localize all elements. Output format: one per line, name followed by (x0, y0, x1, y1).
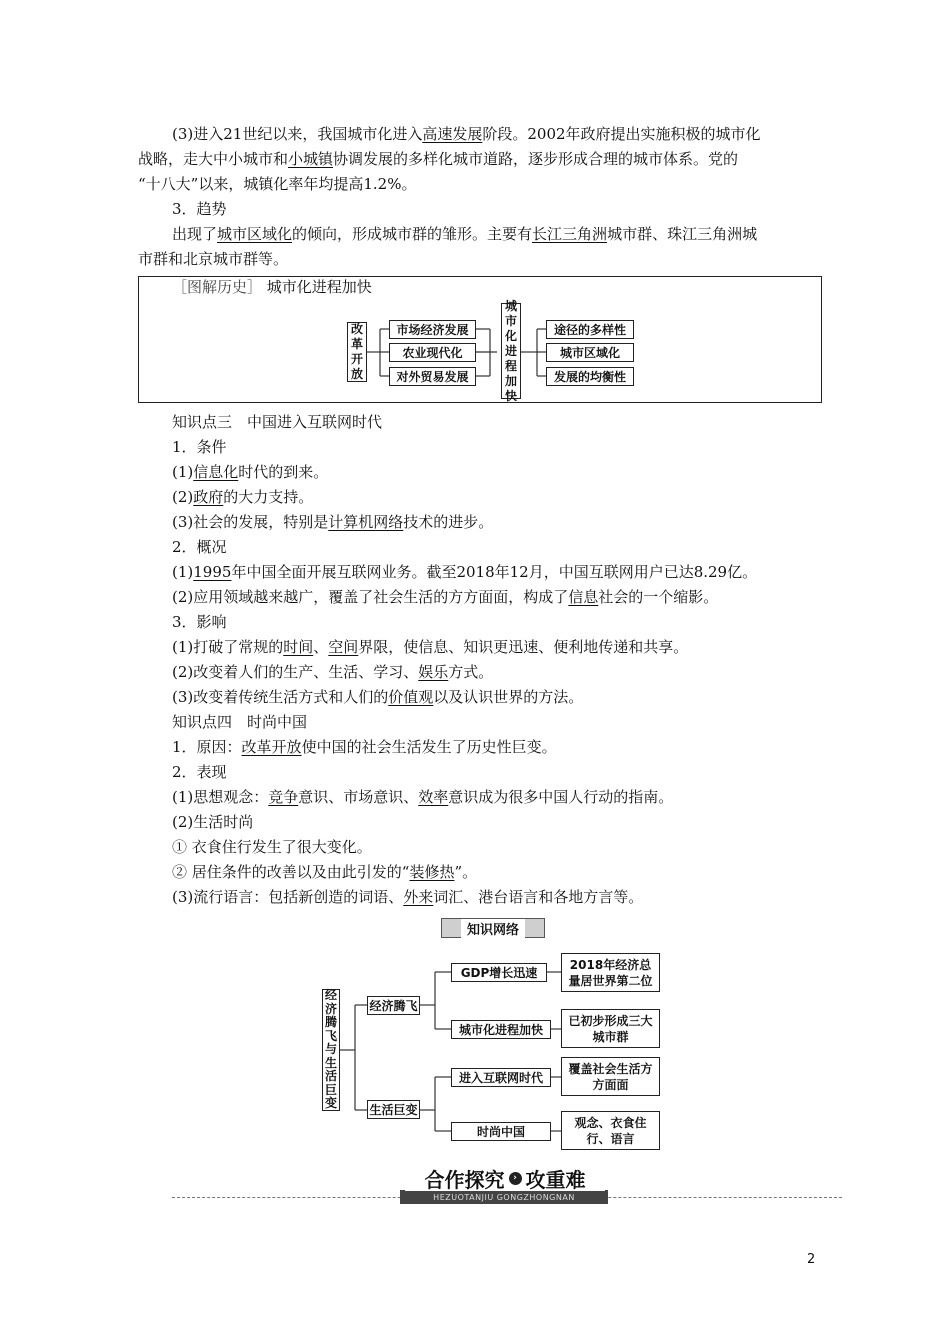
text-line: (2)生活时尚 (172, 813, 254, 831)
network-root: 经济腾飞与生活巨变 (322, 989, 340, 1111)
section-title-a: 合作探究 (424, 1167, 505, 1192)
result-fashion: 观念、衣食住行、语言 (561, 1111, 660, 1150)
result-internet: 覆盖社会生活方方面面 (561, 1057, 660, 1096)
text-line: (1)1995年中国全面开展互联网业务。截至2018年12月，中国互联网用户已达8.29亿。 (172, 563, 758, 581)
text-line: 出现了城市区域化的倾向，形成城市群的雏形。主要有长江三角洲城市群、珠江三角洲城 (172, 225, 758, 243)
heading: 2．概况 (172, 538, 227, 556)
node-gdp: GDP增长迅速 (451, 963, 547, 982)
text-line: 市群和北京城市群等。 (138, 250, 289, 268)
text-line: (3)流行语言：包括新创造的词语、外来词汇、港台语言和各地方言等。 (172, 888, 644, 906)
text-line: “十八大”以来，城镇化率年均提高1.2%。 (138, 175, 417, 193)
middle-box-3: 对外贸易发展 (389, 367, 476, 386)
heading: 2．表现 (172, 763, 227, 781)
network-banner: 知识网络 (441, 918, 545, 938)
middle-box-1: 市场经济发展 (389, 320, 476, 339)
result-gdp: 2018年经济总量居世界第二位 (561, 953, 660, 992)
figure-caption: ［图解历史］ 城市化进程加快 (172, 278, 372, 296)
node-fashion: 时尚中国 (451, 1122, 551, 1141)
middle-box-2: 农业现代化 (389, 343, 476, 362)
text-line: ① 衣食住行发生了很大变化。 (172, 838, 372, 856)
section-title: 知识点三 中国进入互联网时代 (172, 413, 383, 431)
section-title-b: 攻重难 (525, 1167, 586, 1192)
text-line: (2)应用领域越来越广，覆盖了社会生活的方方面面，构成了信息社会的一个缩影。 (172, 588, 719, 606)
right-box-2: 城市区域化 (546, 343, 634, 362)
heading: 3．趋势 (172, 200, 227, 218)
text-line: (1)思想观念：竞争意识、市场意识、效率意识成为很多中国人行动的指南。 (172, 788, 674, 806)
heading: 3．影响 (172, 613, 227, 631)
urbanization-box: 城市化进程加快 (501, 303, 521, 399)
text-line: (3)进入21世纪以来，我国城市化进入高速发展阶段。2002年政府提出实施积极的城市化 (172, 125, 761, 143)
text-line: (2)改变着人们的生产、生活、学习、娱乐方式。 (172, 663, 494, 681)
result-urbanization: 已初步形成三大城市群 (561, 1009, 660, 1048)
chevron-right-icon: › (509, 1172, 522, 1185)
text-line: (1)打破了常规的时间、空间界限，使信息、知识更迅速、便利地传递和共享。 (172, 638, 689, 656)
node-urbanization: 城市化进程加快 (451, 1020, 551, 1039)
branch-economy: 经济腾飞 (367, 996, 420, 1015)
heading: 1．条件 (172, 438, 227, 456)
page-number: 2 (807, 1252, 816, 1267)
reform-box: 改革开放 (347, 322, 367, 382)
right-box-3: 发展的均衡性 (546, 367, 634, 386)
right-box-1: 途径的多样性 (546, 320, 634, 339)
text-line: (2)政府的大力支持。 (172, 488, 314, 506)
section-title: 知识点四 时尚中国 (172, 713, 308, 731)
text-line: (1)信息化时代的到来。 (172, 463, 329, 481)
text-line: ② 居住条件的改善以及由此引发的“装修热”。 (172, 863, 478, 881)
text-line: 1．原因：改革开放使中国的社会生活发生了历史性巨变。 (172, 738, 557, 756)
text-line: (3)社会的发展，特别是计算机网络技术的进步。 (172, 513, 494, 531)
node-internet: 进入互联网时代 (451, 1068, 551, 1087)
section-pinyin: HEZUOTANJIU GONGZHONGNAN (400, 1190, 608, 1204)
section-title-banner (405, 1165, 605, 1191)
text-line: 战略，走大中小城市和小城镇协调发展的多样化城市道路，逐步形成合理的城市体系。党的 (138, 150, 739, 168)
text-line: (3)改变着传统生活方式和人们的价值观以及认识世界的方法。 (172, 688, 584, 706)
branch-life: 生活巨变 (367, 1100, 420, 1119)
